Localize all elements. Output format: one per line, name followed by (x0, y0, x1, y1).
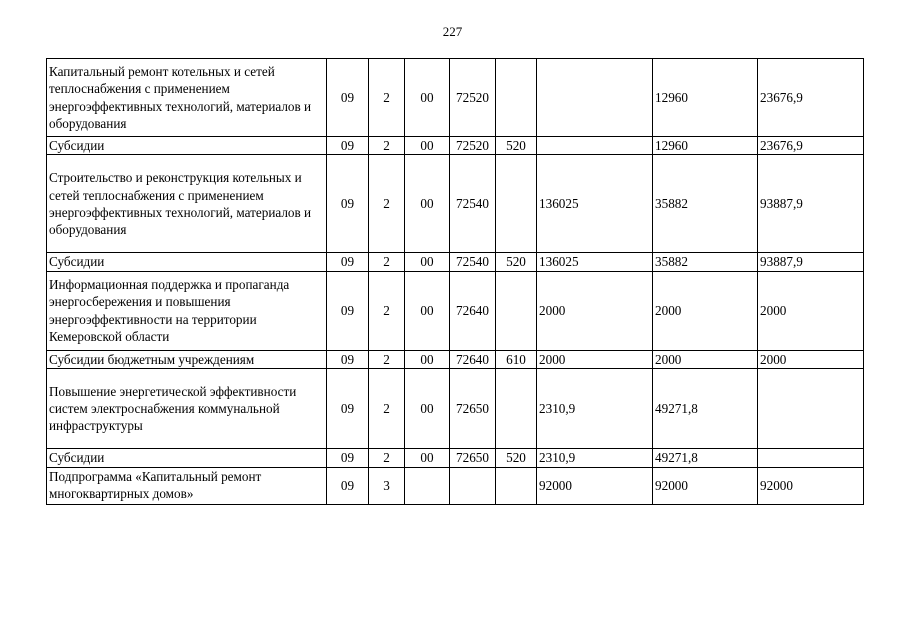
year1-value: 136025 (537, 253, 653, 271)
year3-value: 2000 (758, 350, 864, 368)
target-code: 72520 (450, 59, 496, 137)
year1-value: 92000 (537, 467, 653, 504)
year1-value (537, 137, 653, 155)
subprogram-code: 00 (405, 369, 450, 449)
target-code: 72540 (450, 253, 496, 271)
year2-value: 2000 (653, 350, 758, 368)
expense-type-code: 610 (496, 350, 537, 368)
year2-value: 35882 (653, 155, 758, 253)
ministry-code: 09 (327, 155, 369, 253)
ministry-code: 09 (327, 467, 369, 504)
table-row (47, 59, 864, 137)
row-name: Субсидии (47, 449, 327, 467)
page-number: 227 (442, 24, 463, 39)
ministry-code: 09 (327, 137, 369, 155)
program-code: 2 (369, 137, 405, 155)
subprogram-code: 00 (405, 449, 450, 467)
expense-type-code: 520 (496, 449, 537, 467)
subprogram-code: 00 (405, 155, 450, 253)
subprogram-code: 00 (405, 59, 450, 137)
year3-value: 93887,9 (758, 253, 864, 271)
subprogram-code: 00 (405, 271, 450, 350)
year2-value: 35882 (653, 253, 758, 271)
year2-value: 49271,8 (653, 369, 758, 449)
year2-value: 2000 (653, 271, 758, 350)
ministry-code: 09 (327, 369, 369, 449)
expense-type-code: 520 (496, 253, 537, 271)
expense-type-code (496, 369, 537, 449)
row-name: Субсидии бюджетным учреждениям (47, 350, 327, 368)
target-code: 72650 (450, 369, 496, 449)
table-row (47, 155, 864, 253)
subprogram-code: 00 (405, 350, 450, 368)
program-code: 3 (369, 467, 405, 504)
program-code: 2 (369, 155, 405, 253)
table-row (47, 271, 864, 350)
year1-value: 2000 (537, 350, 653, 368)
subprogram-code: 00 (405, 253, 450, 271)
year3-value: 92000 (758, 467, 864, 504)
table-row (47, 137, 864, 155)
year3-value: 93887,9 (758, 155, 864, 253)
year1-value (537, 59, 653, 137)
program-code: 2 (369, 449, 405, 467)
ministry-code: 09 (327, 350, 369, 368)
table-row (47, 350, 864, 368)
target-code: 72640 (450, 271, 496, 350)
year3-value (758, 369, 864, 449)
program-code: 2 (369, 253, 405, 271)
expense-type-code (496, 59, 537, 137)
year3-value (758, 449, 864, 467)
expense-type-code (496, 271, 537, 350)
row-name: Субсидии (47, 253, 327, 271)
table-row (47, 449, 864, 467)
year1-value: 2000 (537, 271, 653, 350)
table-row (47, 369, 864, 449)
year2-value: 12960 (653, 137, 758, 155)
ministry-code: 09 (327, 271, 369, 350)
table-row (47, 467, 864, 504)
year1-value: 136025 (537, 155, 653, 253)
year2-value: 49271,8 (653, 449, 758, 467)
target-code: 72640 (450, 350, 496, 368)
expense-type-code (496, 155, 537, 253)
ministry-code: 09 (327, 449, 369, 467)
subprogram-code (405, 467, 450, 504)
year3-value: 23676,9 (758, 59, 864, 137)
row-name: Информационная поддержка и пропаганда энергосбережения и повышения энергоэффективности на территории Кемеровской области (47, 271, 327, 350)
year1-value: 2310,9 (537, 369, 653, 449)
program-code: 2 (369, 271, 405, 350)
row-name: Строительство и реконструкция котельных и сетей теплоснабжения с применением энергоэффективных технологий, материалов и оборудования (47, 155, 327, 253)
row-name: Подпрограмма «Капитальный ремонт многоквартирных домов» (47, 467, 327, 504)
row-name: Повышение энергетической эффективности систем электроснабжения коммунальной инфраструктуры (47, 369, 327, 449)
row-name: Капитальный ремонт котельных и сетей теплоснабжения с применением энергоэффективных технологий, материалов и оборудования (47, 59, 327, 137)
year2-value: 92000 (653, 467, 758, 504)
target-code (450, 467, 496, 504)
subprogram-code: 00 (405, 137, 450, 155)
expense-type-code (496, 467, 537, 504)
year1-value: 2310,9 (537, 449, 653, 467)
program-code: 2 (369, 369, 405, 449)
year2-value: 12960 (653, 59, 758, 137)
program-code: 2 (369, 59, 405, 137)
target-code: 72650 (450, 449, 496, 467)
year3-value: 2000 (758, 271, 864, 350)
program-code: 2 (369, 350, 405, 368)
row-name: Субсидии (47, 137, 327, 155)
target-code: 72540 (450, 155, 496, 253)
ministry-code: 09 (327, 253, 369, 271)
year3-value: 23676,9 (758, 137, 864, 155)
table-row (47, 253, 864, 271)
budget-table (46, 58, 864, 505)
ministry-code: 09 (327, 59, 369, 137)
target-code: 72520 (450, 137, 496, 155)
expense-type-code: 520 (496, 137, 537, 155)
